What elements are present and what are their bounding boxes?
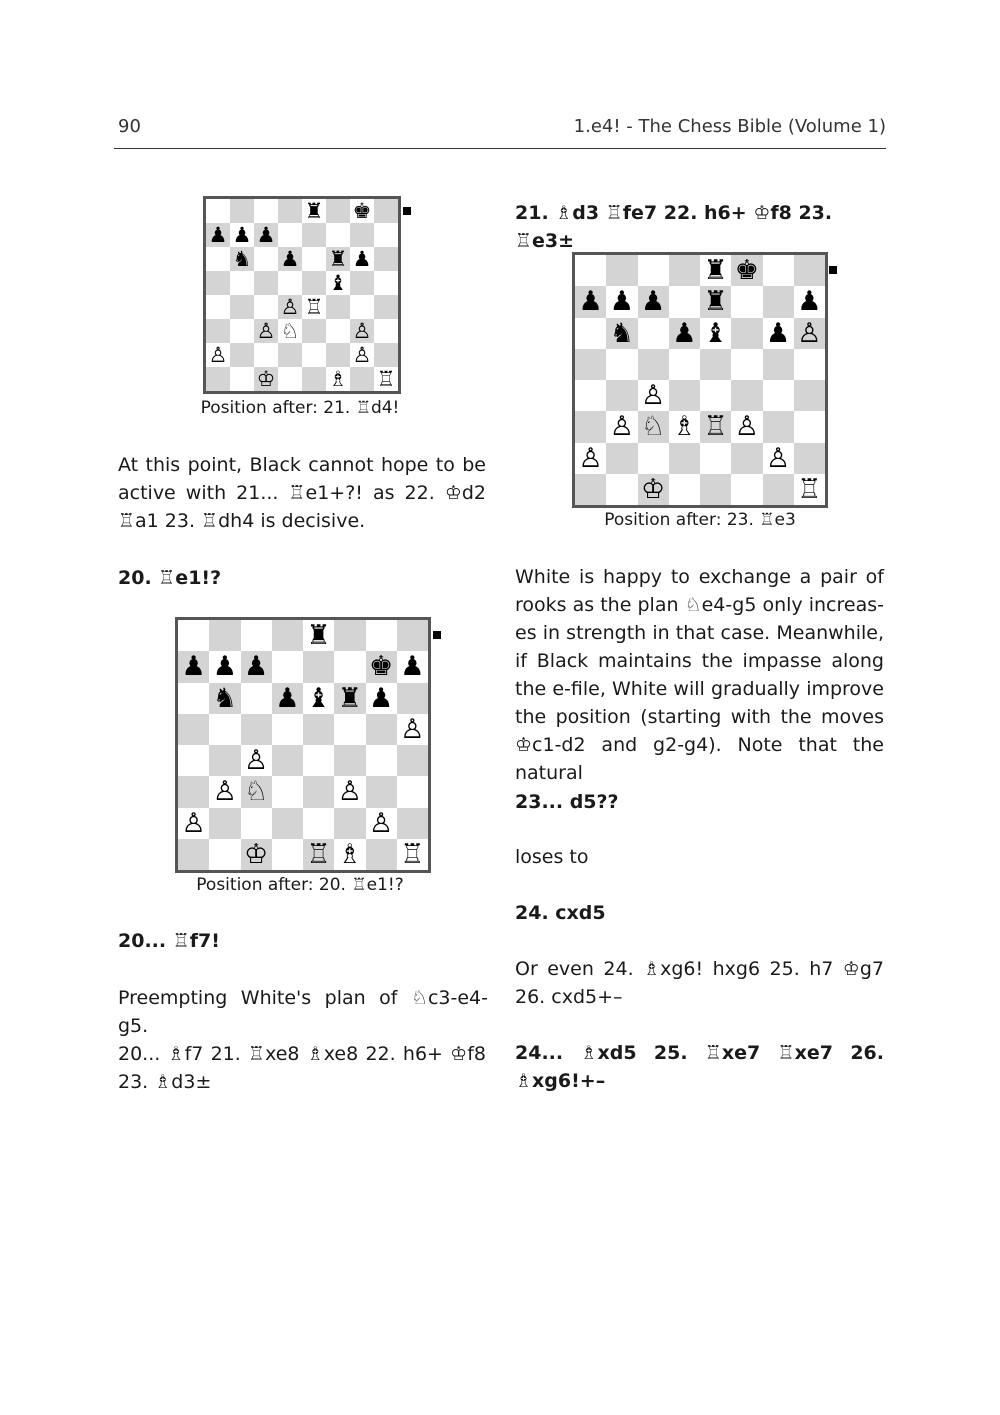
square-g7 — [763, 286, 794, 317]
square-e8 — [303, 620, 334, 651]
square-e4 — [302, 295, 326, 319]
move-heading-3: 21. ♗d3 ♖fe7 22. h6+ ♔f8 23. ♖e3± — [515, 202, 833, 252]
square-e4 — [303, 745, 334, 776]
square-b7 — [606, 286, 637, 317]
black-pawn-icon: ♟ — [369, 682, 394, 714]
black-pawn-icon: ♟ — [244, 651, 269, 683]
square-a1 — [206, 367, 230, 391]
square-c7 — [254, 223, 278, 247]
square-a3 — [575, 411, 606, 442]
square-b8 — [230, 199, 254, 223]
black-bishop-icon: ♝ — [306, 682, 331, 714]
square-b7 — [209, 651, 240, 682]
square-e1 — [303, 839, 334, 870]
chess-diagram-2 — [175, 617, 431, 873]
black-pawn-icon: ♟ — [275, 682, 300, 714]
square-d7 — [272, 651, 303, 682]
black-pawn-icon: ♟ — [797, 286, 822, 318]
square-f8 — [731, 255, 762, 286]
black-pawn-icon: ♟ — [352, 246, 372, 271]
square-e2 — [303, 808, 334, 839]
square-d1 — [669, 474, 700, 505]
move-heading-4: 23... d5?? — [515, 791, 619, 813]
paragraph-4: White is happy to exchange a pair of rooks as the plan ♘e4-g5 only increas-es in strength in that case. Meanwhile, if Black maintains the impasse along the e-file, White will gradually improve the position (starting with the moves ♔c1-d2 and g2-g4). Note that the natural — [515, 566, 884, 784]
square-c4 — [241, 745, 272, 776]
white-pawn-icon: ♙ — [181, 807, 206, 839]
square-g6 — [366, 683, 397, 714]
black-pawn-icon: ♟ — [672, 317, 697, 349]
square-h2 — [374, 343, 398, 367]
black-king-icon: ♚ — [734, 255, 759, 287]
square-c8 — [241, 620, 272, 651]
square-g6 — [350, 247, 374, 271]
square-b4 — [230, 295, 254, 319]
square-a8 — [206, 199, 230, 223]
square-e5 — [303, 714, 334, 745]
square-g2 — [763, 443, 794, 474]
white-pawn-icon: ♙ — [400, 713, 425, 745]
square-g2 — [366, 808, 397, 839]
black-knight-icon: ♞ — [212, 682, 237, 714]
square-g8 — [350, 199, 374, 223]
square-g8 — [366, 620, 397, 651]
square-d1 — [272, 839, 303, 870]
black-pawn-icon: ♟ — [208, 222, 228, 247]
square-d3 — [272, 776, 303, 807]
square-g4 — [350, 295, 374, 319]
square-e6 — [303, 683, 334, 714]
header-rule — [114, 148, 886, 149]
square-f2 — [334, 808, 365, 839]
square-h6 — [374, 247, 398, 271]
black-pawn-icon: ♟ — [609, 286, 634, 318]
square-a5 — [206, 271, 230, 295]
square-a2 — [178, 808, 209, 839]
square-b6 — [230, 247, 254, 271]
move-heading-6: 24... ♗xd5 25. ♖xe7 ♖xe7 26. ♗xg6!+– — [515, 1042, 884, 1092]
black-pawn-icon: ♟ — [181, 651, 206, 683]
move-heading-5: 24. cxd5 — [515, 902, 606, 924]
white-knight-icon: ♘ — [641, 411, 666, 443]
diagram-caption-3: Position after: 23. ♖e3 — [604, 510, 796, 530]
square-g2 — [350, 343, 374, 367]
square-b3 — [209, 776, 240, 807]
square-h7 — [397, 651, 428, 682]
square-e8 — [700, 255, 731, 286]
square-a2 — [206, 343, 230, 367]
white-pawn-icon: ♙ — [609, 411, 634, 443]
square-e7 — [303, 651, 334, 682]
chess-diagram-1 — [203, 196, 401, 394]
square-f2 — [731, 443, 762, 474]
square-h7 — [374, 223, 398, 247]
square-h8 — [397, 620, 428, 651]
move-heading-1: 20. ♖e1!? — [118, 567, 222, 589]
black-pawn-icon: ♟ — [766, 317, 791, 349]
white-pawn-icon: ♙ — [244, 745, 269, 777]
black-king-icon: ♚ — [352, 198, 372, 223]
black-bishop-icon: ♝ — [328, 270, 348, 295]
square-h6 — [397, 683, 428, 714]
white-pawn-icon: ♙ — [212, 776, 237, 808]
square-b8 — [606, 255, 637, 286]
square-h5 — [374, 271, 398, 295]
square-h1 — [794, 474, 825, 505]
white-bishop-icon: ♗ — [337, 838, 362, 870]
square-c4 — [254, 295, 278, 319]
square-g5 — [763, 349, 794, 380]
square-a3 — [178, 776, 209, 807]
square-b1 — [606, 474, 637, 505]
square-d3 — [278, 319, 302, 343]
white-king-icon: ♔ — [256, 366, 276, 391]
white-knight-icon: ♘ — [244, 776, 269, 808]
square-b2 — [230, 343, 254, 367]
square-h6 — [794, 318, 825, 349]
square-c4 — [638, 380, 669, 411]
white-pawn-icon: ♙ — [352, 318, 372, 343]
running-title: 1.e4! - The Chess Bible (Volume 1) — [573, 116, 886, 137]
square-b2 — [209, 808, 240, 839]
diagram-caption-1: Position after: 21. ♖d4! — [200, 398, 400, 418]
square-d8 — [278, 199, 302, 223]
square-e7 — [302, 223, 326, 247]
square-b6 — [209, 683, 240, 714]
paragraph-3: 20... ♗f7 21. ♖xe8 ♗xe8 22. h6+ ♔f8 23. ♗d3± — [118, 1043, 486, 1093]
square-b1 — [230, 367, 254, 391]
square-c7 — [241, 651, 272, 682]
white-pawn-icon: ♙ — [797, 317, 822, 349]
white-pawn-icon: ♙ — [369, 807, 394, 839]
square-h7 — [794, 286, 825, 317]
square-e3 — [303, 776, 334, 807]
white-rook-icon: ♖ — [306, 838, 331, 870]
square-f1 — [326, 367, 350, 391]
square-f8 — [334, 620, 365, 651]
white-pawn-icon: ♙ — [578, 442, 603, 474]
square-a7 — [575, 286, 606, 317]
square-d5 — [669, 349, 700, 380]
square-g3 — [366, 776, 397, 807]
square-d6 — [669, 318, 700, 349]
square-c1 — [254, 367, 278, 391]
black-pawn-icon: ♟ — [256, 222, 276, 247]
square-g1 — [763, 474, 794, 505]
black-rook-icon: ♜ — [337, 682, 362, 714]
square-g4 — [366, 745, 397, 776]
square-f3 — [326, 319, 350, 343]
diagram-caption-2: Position after: 20. ♖e1!? — [196, 875, 404, 895]
square-e5 — [700, 349, 731, 380]
square-b4 — [606, 380, 637, 411]
square-e1 — [302, 367, 326, 391]
square-b1 — [209, 839, 240, 870]
square-g7 — [366, 651, 397, 682]
square-e4 — [700, 380, 731, 411]
black-rook-icon: ♜ — [703, 255, 728, 287]
square-d2 — [272, 808, 303, 839]
square-a6 — [206, 247, 230, 271]
square-c6 — [241, 683, 272, 714]
square-f1 — [731, 474, 762, 505]
square-h2 — [397, 808, 428, 839]
square-a8 — [575, 255, 606, 286]
black-pawn-icon: ♟ — [232, 222, 252, 247]
square-f3 — [334, 776, 365, 807]
square-e7 — [700, 286, 731, 317]
white-pawn-icon: ♙ — [352, 342, 372, 367]
square-e3 — [700, 411, 731, 442]
square-b7 — [230, 223, 254, 247]
square-g6 — [763, 318, 794, 349]
square-d3 — [669, 411, 700, 442]
square-h1 — [397, 839, 428, 870]
square-d2 — [669, 443, 700, 474]
square-h1 — [374, 367, 398, 391]
square-h8 — [794, 255, 825, 286]
square-b3 — [606, 411, 637, 442]
square-f6 — [731, 318, 762, 349]
square-b6 — [606, 318, 637, 349]
square-b5 — [230, 271, 254, 295]
turn-indicator-2 — [433, 631, 441, 639]
square-c5 — [254, 271, 278, 295]
square-c1 — [638, 474, 669, 505]
square-a3 — [206, 319, 230, 343]
square-d4 — [278, 295, 302, 319]
paragraph-5: loses to — [515, 846, 589, 868]
square-e2 — [302, 343, 326, 367]
black-pawn-icon: ♟ — [641, 286, 666, 318]
square-b5 — [209, 714, 240, 745]
black-knight-icon: ♞ — [609, 317, 634, 349]
square-g5 — [350, 271, 374, 295]
square-a1 — [575, 474, 606, 505]
black-pawn-icon: ♟ — [400, 651, 425, 683]
white-rook-icon: ♖ — [703, 411, 728, 443]
square-c2 — [254, 343, 278, 367]
chess-diagram-3 — [572, 252, 828, 508]
square-d8 — [272, 620, 303, 651]
white-pawn-icon: ♙ — [280, 294, 300, 319]
square-d6 — [272, 683, 303, 714]
square-f5 — [731, 349, 762, 380]
white-pawn-icon: ♙ — [766, 442, 791, 474]
black-pawn-icon: ♟ — [280, 246, 300, 271]
white-pawn-icon: ♙ — [256, 318, 276, 343]
square-f6 — [326, 247, 350, 271]
black-bishop-icon: ♝ — [703, 317, 728, 349]
square-f7 — [326, 223, 350, 247]
square-e6 — [302, 247, 326, 271]
square-a1 — [178, 839, 209, 870]
square-a5 — [178, 714, 209, 745]
square-a4 — [206, 295, 230, 319]
square-a6 — [575, 318, 606, 349]
square-c2 — [638, 443, 669, 474]
square-c8 — [254, 199, 278, 223]
square-d7 — [669, 286, 700, 317]
white-rook-icon: ♖ — [376, 366, 396, 391]
square-b5 — [606, 349, 637, 380]
square-g5 — [366, 714, 397, 745]
square-h3 — [374, 319, 398, 343]
paragraph-6: Or even 24. ♗xg6! hxg6 25. h7 ♔g7 26. cxd5+– — [515, 958, 884, 1008]
square-c6 — [254, 247, 278, 271]
square-a4 — [178, 745, 209, 776]
square-c2 — [241, 808, 272, 839]
black-pawn-icon: ♟ — [578, 286, 603, 318]
square-d7 — [278, 223, 302, 247]
square-d6 — [278, 247, 302, 271]
square-d5 — [272, 714, 303, 745]
square-f1 — [334, 839, 365, 870]
square-f3 — [731, 411, 762, 442]
square-e1 — [700, 474, 731, 505]
white-king-icon: ♔ — [641, 473, 666, 505]
square-c3 — [638, 411, 669, 442]
square-g8 — [763, 255, 794, 286]
square-e8 — [302, 199, 326, 223]
white-pawn-icon: ♙ — [734, 411, 759, 443]
square-c8 — [638, 255, 669, 286]
square-d5 — [278, 271, 302, 295]
black-rook-icon: ♜ — [304, 198, 324, 223]
square-b3 — [230, 319, 254, 343]
square-d8 — [669, 255, 700, 286]
square-c1 — [241, 839, 272, 870]
black-rook-icon: ♜ — [306, 620, 331, 652]
square-h5 — [794, 349, 825, 380]
square-c3 — [254, 319, 278, 343]
square-a6 — [178, 683, 209, 714]
square-g4 — [763, 380, 794, 411]
square-f4 — [326, 295, 350, 319]
square-h5 — [397, 714, 428, 745]
square-a8 — [178, 620, 209, 651]
black-pawn-icon: ♟ — [212, 651, 237, 683]
white-rook-icon: ♖ — [304, 294, 324, 319]
square-d4 — [272, 745, 303, 776]
white-king-icon: ♔ — [244, 838, 269, 870]
square-h2 — [794, 443, 825, 474]
square-h4 — [374, 295, 398, 319]
square-c5 — [241, 714, 272, 745]
white-pawn-icon: ♙ — [208, 342, 228, 367]
square-h4 — [794, 380, 825, 411]
white-rook-icon: ♖ — [400, 838, 425, 870]
square-f2 — [326, 343, 350, 367]
square-h3 — [397, 776, 428, 807]
square-c5 — [638, 349, 669, 380]
square-f4 — [334, 745, 365, 776]
square-d1 — [278, 367, 302, 391]
square-g1 — [350, 367, 374, 391]
square-e5 — [302, 271, 326, 295]
black-king-icon: ♚ — [369, 651, 394, 683]
square-e2 — [700, 443, 731, 474]
paragraph-2: Preempting White's plan of ♘c3-e4-g5. — [118, 987, 488, 1037]
turn-indicator-1 — [403, 207, 411, 215]
square-h4 — [397, 745, 428, 776]
square-f7 — [334, 651, 365, 682]
square-b4 — [209, 745, 240, 776]
square-d2 — [278, 343, 302, 367]
page-number: 90 — [118, 116, 141, 137]
white-pawn-icon: ♙ — [337, 776, 362, 808]
square-g3 — [763, 411, 794, 442]
square-c7 — [638, 286, 669, 317]
square-c6 — [638, 318, 669, 349]
square-d4 — [669, 380, 700, 411]
square-g7 — [350, 223, 374, 247]
square-g1 — [366, 839, 397, 870]
square-b8 — [209, 620, 240, 651]
white-bishop-icon: ♗ — [672, 411, 697, 443]
black-knight-icon: ♞ — [232, 246, 252, 271]
move-heading-2: 20... ♖f7! — [118, 930, 220, 952]
black-rook-icon: ♜ — [328, 246, 348, 271]
square-f5 — [326, 271, 350, 295]
square-e3 — [302, 319, 326, 343]
white-pawn-icon: ♙ — [641, 380, 666, 412]
square-f5 — [334, 714, 365, 745]
square-f8 — [326, 199, 350, 223]
square-h3 — [794, 411, 825, 442]
square-e6 — [700, 318, 731, 349]
paragraph-1: At this point, Black cannot hope to be active with 21... ♖e1+?! as 22. ♔d2 ♖a1 23. ♖dh4 is decisive. — [118, 454, 486, 532]
square-g3 — [350, 319, 374, 343]
square-f6 — [334, 683, 365, 714]
black-rook-icon: ♜ — [703, 286, 728, 318]
square-a4 — [575, 380, 606, 411]
turn-indicator-3 — [829, 266, 837, 274]
square-h8 — [374, 199, 398, 223]
square-c3 — [241, 776, 272, 807]
square-a5 — [575, 349, 606, 380]
square-b2 — [606, 443, 637, 474]
square-a7 — [178, 651, 209, 682]
white-rook-icon: ♖ — [797, 473, 822, 505]
white-bishop-icon: ♗ — [328, 366, 348, 391]
white-knight-icon: ♘ — [280, 318, 300, 343]
square-a2 — [575, 443, 606, 474]
square-a7 — [206, 223, 230, 247]
square-f7 — [731, 286, 762, 317]
square-f4 — [731, 380, 762, 411]
